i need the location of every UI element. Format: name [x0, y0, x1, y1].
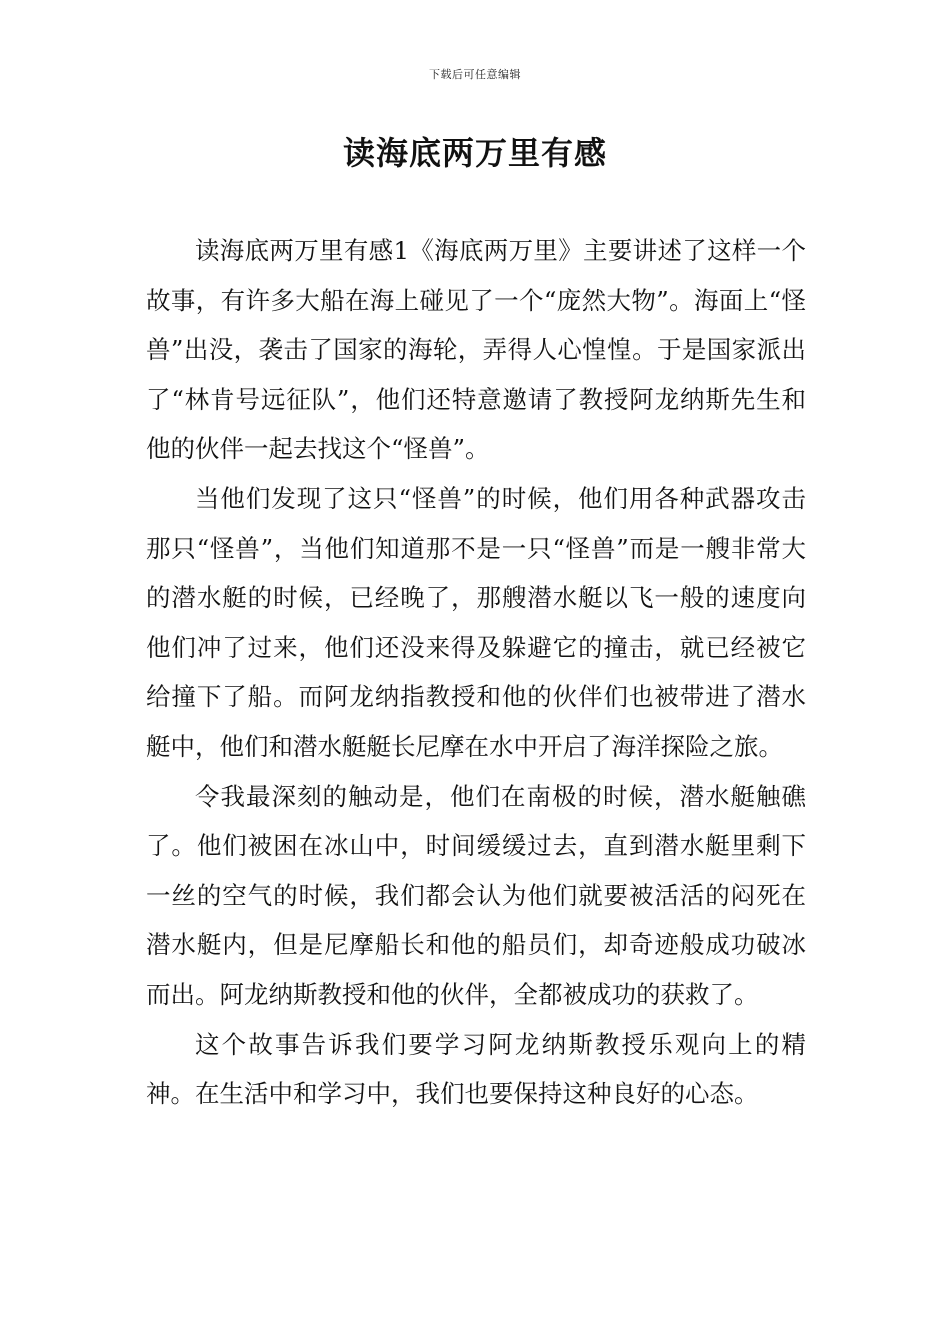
paragraph-3: 令我最深刻的触动是，他们在南极的时候，潜水艇触礁了。他们被困在冰山中，时间缓缓过去，直到潜水艇里剩下一丝的空气的时候，我们都会认为他们就要被活活的闷死在潜水艇内，但是尼摩船长和他的船员们，却奇迹般成功破冰而出。阿龙纳斯教授和他的伙伴，全都被成功的获救了。 — [146, 781, 806, 1009]
paragraph-4: 这个故事告诉我们要学习阿龙纳斯教授乐观向上的精神。在生活中和学习中，我们也要保持这种良好的心态。 — [146, 1029, 806, 1109]
header-note: 下载后可任意编辑 — [429, 68, 521, 81]
document-body — [146, 226, 806, 1119]
paragraph-1: 读海底两万里有感1《海底两万里》主要讲述了这样一个故事，有许多大船在海上碰见了一个“庞然大物”。海面上“怪兽”出没，袭击了国家的海轮，弄得人心惶惶。于是国家派出了“林肯号远征队”，他们还特意邀请了教授阿龙纳斯先生和他的伙伴一起去找这个“怪兽”。 — [146, 236, 806, 464]
page-title: 读海底两万里有感 — [342, 134, 607, 172]
paragraph-2: 当他们发现了这只“怪兽”的时候，他们用各种武器攻击那只“怪兽”，当他们知道那不是一只“怪兽”而是一艘非常大的潜水艇的时候，已经晚了，那艘潜水艇以飞一般的速度向他们冲了过来，他们还没来得及躲避它的撞击，就已经被它给撞下了船。而阿龙纳指教授和他的伙伴们也被带进了潜水艇中，他们和潜水艇艇长尼摩在水中开启了海洋探险之旅。 — [146, 483, 806, 761]
